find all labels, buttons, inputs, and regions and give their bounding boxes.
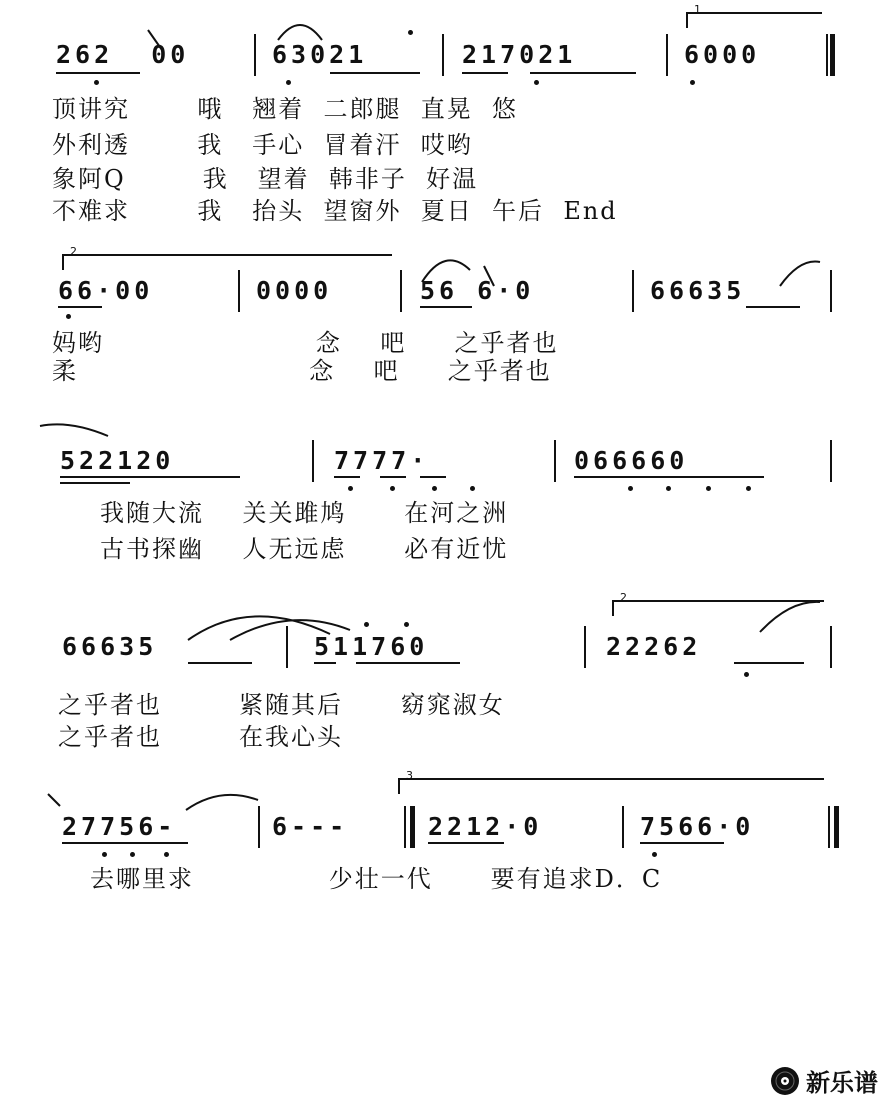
lyric-line-2: 之乎者也 在我心头 bbox=[58, 723, 344, 751]
lyric-line-1: 顶讲究 哦 翘着 二郎腿 直晃 悠 bbox=[52, 95, 519, 123]
lyric-line-1: 我随大流 关关雎鸠 在河之洲 bbox=[100, 499, 509, 527]
volta-bracket-2: 2 bbox=[62, 254, 392, 270]
measure-2: 7777· bbox=[334, 446, 430, 475]
barline bbox=[830, 270, 832, 312]
repeat-end-barline bbox=[404, 806, 406, 848]
barline bbox=[666, 34, 668, 76]
final-barline bbox=[828, 806, 830, 848]
measure-1: 262 00 bbox=[56, 40, 190, 69]
barline bbox=[312, 440, 314, 482]
barline bbox=[554, 440, 556, 482]
site-logo bbox=[770, 1063, 878, 1098]
lyric-line-2: 古书探幽 人无远虑 必有近忧 bbox=[100, 535, 509, 563]
repeat-end-thick-barline bbox=[410, 806, 415, 848]
measure-3: 22262 bbox=[606, 632, 702, 661]
lyric-line-2: 柔 念 吧 之乎者也 bbox=[52, 357, 552, 385]
barline bbox=[632, 270, 634, 312]
repeat-start-barline bbox=[400, 270, 402, 312]
volta-bracket-3: 3 bbox=[398, 778, 824, 794]
measure-2: 0000 bbox=[256, 276, 333, 305]
logo-text: 新乐谱 bbox=[806, 1069, 878, 1097]
barline bbox=[442, 34, 444, 76]
barline bbox=[286, 626, 288, 668]
barline bbox=[584, 626, 586, 668]
final-thick-barline bbox=[834, 806, 839, 848]
barline bbox=[254, 34, 256, 76]
measure-1: 27756- bbox=[62, 812, 177, 841]
barline bbox=[238, 270, 240, 312]
lyric-line-2: 外利透 我 手心 冒着汗 哎哟 bbox=[52, 131, 473, 159]
barline bbox=[830, 626, 832, 668]
measure-4: 66635 bbox=[650, 276, 746, 305]
measure-3: 217021 bbox=[462, 40, 577, 69]
measure-2: 6--- bbox=[272, 812, 349, 841]
lyric-line-1: 去哪里求 少壮一代 要有追求D．C bbox=[90, 865, 663, 893]
lyric-line-3: 象阿Q 我 望着 韩非子 好温 bbox=[52, 165, 479, 193]
measure-3: 066660 bbox=[574, 446, 689, 475]
measure-1: 522120 bbox=[60, 446, 175, 475]
volta-bracket-2b: 2 bbox=[612, 600, 824, 616]
lyric-line-1: 妈哟 念 吧 之乎者也 bbox=[52, 329, 559, 357]
measure-2: 63021 bbox=[272, 40, 368, 69]
repeat-end-thick-barline bbox=[830, 34, 835, 76]
measure-2: 511760 bbox=[314, 632, 429, 661]
measure-1: 66·00 bbox=[58, 276, 154, 305]
lyric-line-4: 不难求 我 抬头 望窗外 夏日 午后 End bbox=[52, 197, 618, 225]
measure-1: 66635 bbox=[62, 632, 158, 661]
volta-bracket-1: 1 bbox=[686, 12, 822, 28]
measure-3: 2212·0 bbox=[428, 812, 543, 841]
barline bbox=[830, 440, 832, 482]
vinyl-record-icon bbox=[770, 1066, 800, 1096]
barline bbox=[258, 806, 260, 848]
measure-4: 7566·0 bbox=[640, 812, 755, 841]
barline bbox=[622, 806, 624, 848]
measure-3: 56 6·0 bbox=[420, 276, 535, 305]
measure-4: 6000 bbox=[684, 40, 761, 69]
lyric-line-1: 之乎者也 紧随其后 窈窕淑女 bbox=[58, 691, 505, 719]
repeat-end-barline bbox=[826, 34, 828, 76]
